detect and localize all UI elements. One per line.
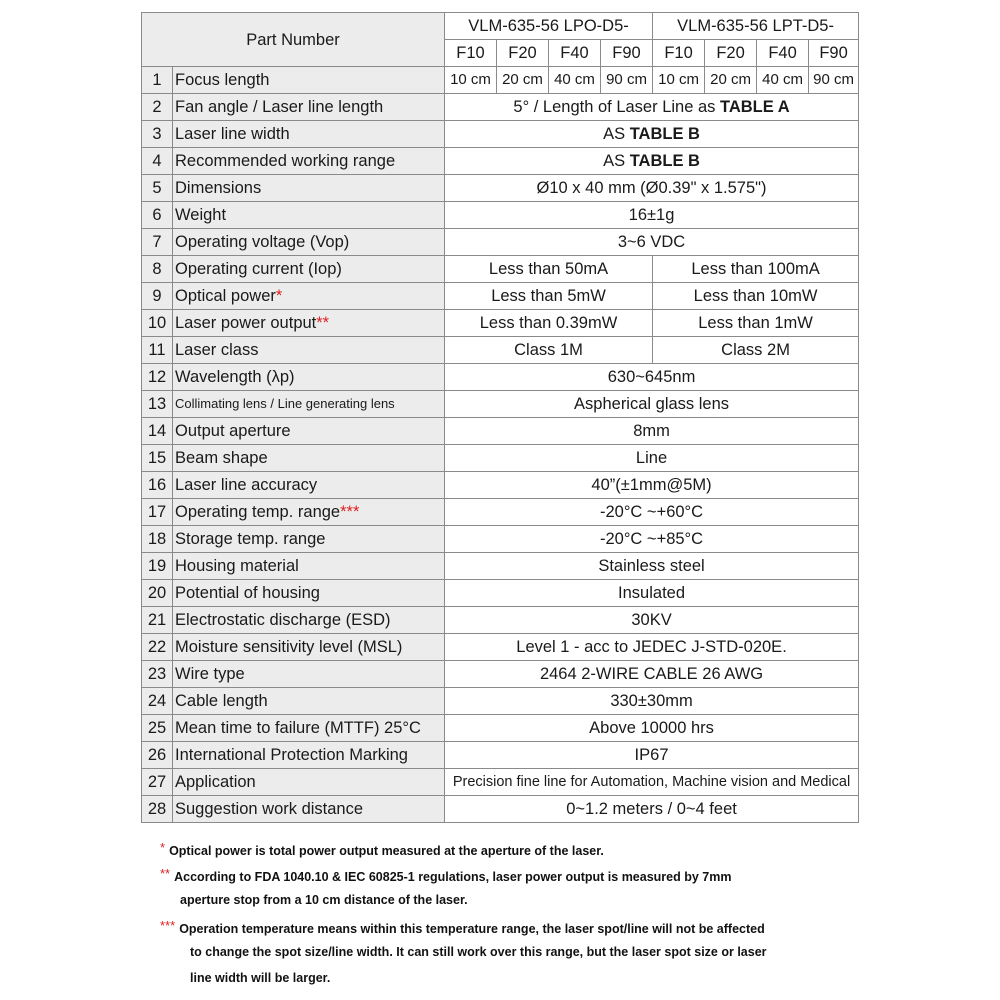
row-label: [173, 310, 445, 337]
cell-value-b: Less than 1mW: [653, 310, 859, 337]
footnote-2-cont: aperture stop from a 10 cm distance of the laser.: [180, 893, 468, 907]
row-label: Laser line width: [173, 121, 445, 148]
row-number: 24: [142, 688, 173, 715]
table-row: [142, 526, 859, 553]
table-row: [142, 67, 859, 94]
footnote-text: According to FDA 1040.10 & IEC 60825-1 regulations, laser power output is measured by 7mm: [174, 870, 732, 884]
row-label: Operating current (Iop): [173, 256, 445, 283]
footnote-text: Optical power is total power output measured at the aperture of the laser.: [169, 844, 604, 858]
cell-value-a: Less than 0.39mW: [445, 310, 653, 337]
value-text: 5° / Length of Laser Line as: [513, 98, 720, 116]
row-number: 7: [142, 229, 173, 256]
row-number: 18: [142, 526, 173, 553]
cell-value: 3~6 VDC: [445, 229, 859, 256]
row-number: 9: [142, 283, 173, 310]
cell-value: 20 cm: [497, 67, 549, 94]
row-label: International Protection Marking: [173, 742, 445, 769]
row-label: [173, 499, 445, 526]
row-number: 11: [142, 337, 173, 364]
row-number: 27: [142, 769, 173, 796]
table-ref: TABLE B: [629, 125, 700, 143]
row-label: Laser line accuracy: [173, 472, 445, 499]
row-number: 25: [142, 715, 173, 742]
cell-value: Ø10 x 40 mm (Ø0.39" x 1.575"): [445, 175, 859, 202]
row-label: Wire type: [173, 661, 445, 688]
cell-value: 30KV: [445, 607, 859, 634]
row-number: 6: [142, 202, 173, 229]
footnotes: [160, 835, 880, 991]
table-row: [142, 796, 859, 823]
row-number: 3: [142, 121, 173, 148]
cell-value: -20°C ~+60°C: [445, 499, 859, 526]
row-label: Beam shape: [173, 445, 445, 472]
variant-header: F20: [497, 40, 549, 67]
cell-value: 90 cm: [601, 67, 653, 94]
model-a-header: VLM-635-56 LPO-D5-: [445, 13, 653, 40]
cell-value: Level 1 - acc to JEDEC J-STD-020E.: [445, 634, 859, 661]
table-ref: TABLE A: [719, 98, 790, 116]
cell-value: Above 10000 hrs: [445, 715, 859, 742]
cell-value: Precision fine line for Automation, Machine vision and Medical: [445, 769, 859, 796]
table-row: [142, 769, 859, 796]
table-row: [142, 715, 859, 742]
part-number-header: Part Number: [142, 13, 445, 67]
row-label: Potential of housing: [173, 580, 445, 607]
table-ref: TABLE B: [629, 152, 700, 170]
row-number: 13: [142, 391, 173, 418]
cell-value: Stainless steel: [445, 553, 859, 580]
cell-value-b: Class 2M: [653, 337, 859, 364]
footnote-mark: **: [160, 866, 171, 881]
row-label: Focus length: [173, 67, 445, 94]
table-row: [142, 229, 859, 256]
cell-value: 10 cm: [445, 67, 497, 94]
footnote-mark: ***: [340, 503, 360, 521]
row-label: Output aperture: [173, 418, 445, 445]
table-row: [142, 607, 859, 634]
footnote-mark: *: [275, 287, 283, 305]
cell-value-b: Less than 10mW: [653, 283, 859, 310]
table-row: [142, 688, 859, 715]
value-text: AS: [603, 152, 630, 170]
table-row: [142, 94, 859, 121]
row-number: 10: [142, 310, 173, 337]
cell-value: 0~1.2 meters / 0~4 feet: [445, 796, 859, 823]
model-b-header: VLM-635-56 LPT-D5-: [653, 13, 859, 40]
variant-header: F20: [705, 40, 757, 67]
row-label: Operating voltage (Vop): [173, 229, 445, 256]
table-row: [142, 472, 859, 499]
table-row: [142, 634, 859, 661]
value-text: AS: [603, 125, 630, 143]
table-row: [142, 337, 859, 364]
row-label: Mean time to failure (MTTF) 25°C: [173, 715, 445, 742]
row-number: 20: [142, 580, 173, 607]
table-row: [142, 580, 859, 607]
table-row: [142, 742, 859, 769]
row-label: Cable length: [173, 688, 445, 715]
cell-value: 330±30mm: [445, 688, 859, 715]
footnote-1: [160, 835, 880, 861]
cell-value: [445, 121, 859, 148]
cell-value-b: Less than 100mA: [653, 256, 859, 283]
variant-header: F40: [549, 40, 601, 67]
row-number: 16: [142, 472, 173, 499]
cell-value-a: Less than 50mA: [445, 256, 653, 283]
cell-value: Insulated: [445, 580, 859, 607]
table-row: [142, 256, 859, 283]
variant-header: F10: [445, 40, 497, 67]
row-number: 17: [142, 499, 173, 526]
row-number: 4: [142, 148, 173, 175]
label-text: Operating temp. range: [175, 503, 341, 521]
variant-header: F90: [601, 40, 653, 67]
row-number: 23: [142, 661, 173, 688]
row-label: Moisture sensitivity level (MSL): [173, 634, 445, 661]
row-number: 1: [142, 67, 173, 94]
header-row-models: [142, 13, 859, 40]
row-number: 19: [142, 553, 173, 580]
row-label: Laser class: [173, 337, 445, 364]
cell-value: Aspherical glass lens: [445, 391, 859, 418]
row-label: Suggestion work distance: [173, 796, 445, 823]
cell-value: 40 cm: [757, 67, 809, 94]
cell-value: 40 cm: [549, 67, 601, 94]
footnote-mark: ***: [160, 918, 176, 933]
table-row: [142, 148, 859, 175]
cell-value: -20°C ~+85°C: [445, 526, 859, 553]
table-row: [142, 121, 859, 148]
row-label: Fan angle / Laser line length: [173, 94, 445, 121]
row-label: Recommended working range: [173, 148, 445, 175]
cell-value: 630~645nm: [445, 364, 859, 391]
footnote-mark: *: [160, 840, 166, 855]
table-row: [142, 283, 859, 310]
row-label: [173, 283, 445, 310]
footnote-3: [160, 913, 880, 939]
table-row: [142, 391, 859, 418]
cell-value: IP67: [445, 742, 859, 769]
cell-value-a: Class 1M: [445, 337, 653, 364]
table-row: [142, 499, 859, 526]
row-label: Electrostatic discharge (ESD): [173, 607, 445, 634]
cell-value: 8mm: [445, 418, 859, 445]
spec-table: [141, 12, 859, 823]
cell-value: [445, 94, 859, 121]
variant-header: F10: [653, 40, 705, 67]
cell-value: 2464 2-WIRE CABLE 26 AWG: [445, 661, 859, 688]
row-number: 22: [142, 634, 173, 661]
row-label: Weight: [173, 202, 445, 229]
cell-value: 10 cm: [653, 67, 705, 94]
row-number: 5: [142, 175, 173, 202]
row-number: 12: [142, 364, 173, 391]
cell-value: 90 cm: [809, 67, 859, 94]
footnote-2: [160, 861, 880, 887]
table-row: [142, 310, 859, 337]
variant-header: F90: [809, 40, 859, 67]
row-label: Collimating lens / Line generating lens: [173, 391, 445, 418]
cell-value: [445, 148, 859, 175]
cell-value-a: Less than 5mW: [445, 283, 653, 310]
row-number: 28: [142, 796, 173, 823]
row-number: 8: [142, 256, 173, 283]
footnote-3-cont: to change the spot size/line width. It can still work over this range, but the laser spot size or laser: [190, 945, 767, 959]
row-label: Wavelength (λp): [173, 364, 445, 391]
row-number: 2: [142, 94, 173, 121]
row-label: Storage temp. range: [173, 526, 445, 553]
footnote-text: Operation temperature means within this temperature range, the laser spot/line will not be affected: [179, 922, 765, 936]
variant-header: F40: [757, 40, 809, 67]
label-text: Optical power: [175, 287, 276, 305]
table-row: [142, 445, 859, 472]
table-row: [142, 202, 859, 229]
label-text: Laser power output: [175, 314, 317, 332]
table-row: [142, 364, 859, 391]
footnote-3-cont: line width will be larger.: [190, 971, 331, 985]
row-label: Housing material: [173, 553, 445, 580]
table-row: [142, 175, 859, 202]
row-number: 14: [142, 418, 173, 445]
table-row: [142, 661, 859, 688]
row-label: Application: [173, 769, 445, 796]
row-number: 15: [142, 445, 173, 472]
row-number: 21: [142, 607, 173, 634]
row-label: Dimensions: [173, 175, 445, 202]
footnote-mark: **: [316, 314, 330, 332]
cell-value: 20 cm: [705, 67, 757, 94]
row-number: 26: [142, 742, 173, 769]
cell-value: Line: [445, 445, 859, 472]
cell-value: 40”(±1mm@5M): [445, 472, 859, 499]
table-row: [142, 553, 859, 580]
table-row: [142, 418, 859, 445]
cell-value: 16±1g: [445, 202, 859, 229]
